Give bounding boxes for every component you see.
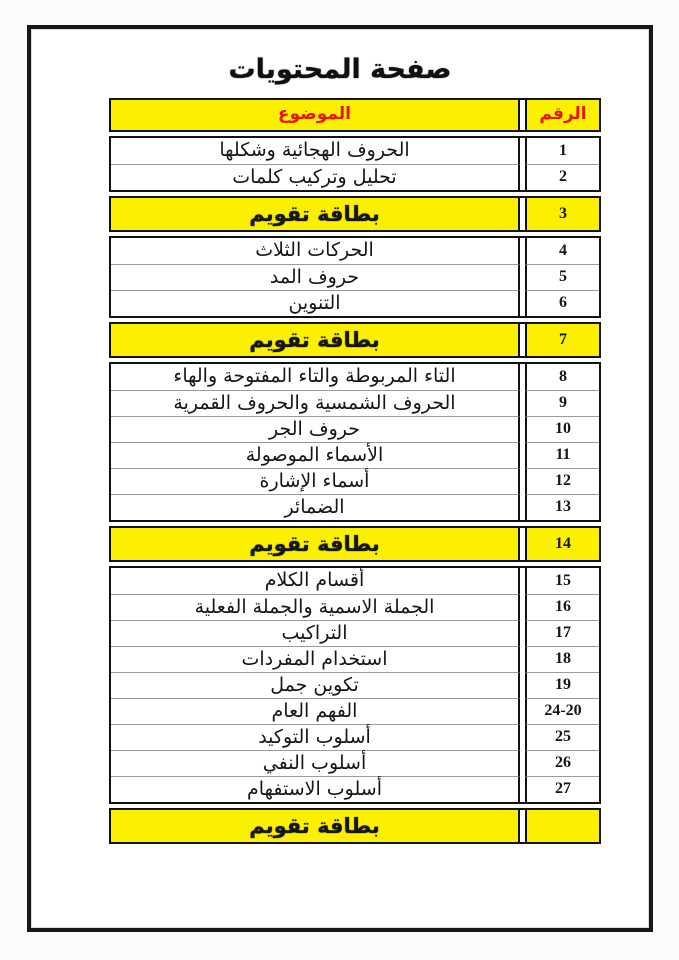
topic-cell: التنوين xyxy=(111,290,520,316)
number-cell: 27 xyxy=(525,776,599,802)
table-row xyxy=(111,494,599,520)
topic-cell: بطاقة تقويم xyxy=(111,810,520,842)
assessment-card-section xyxy=(109,322,601,358)
topic-cell: الحروف الهجائية وشكلها xyxy=(111,138,520,164)
topics-section xyxy=(109,136,601,192)
topics-section xyxy=(109,362,601,522)
topic-cell: بطاقة تقويم xyxy=(111,198,520,230)
topic-cell: الفهم العام xyxy=(111,698,520,724)
topic-cell: الضمائر xyxy=(111,494,520,520)
topic-cell: حروف الجر xyxy=(111,416,520,442)
table-row xyxy=(111,568,599,594)
table-row xyxy=(111,390,599,416)
number-cell: 2 xyxy=(525,164,599,190)
table-row xyxy=(111,442,599,468)
topic-cell: تحليل وتركيب كلمات xyxy=(111,164,520,190)
number-cell: 6 xyxy=(525,290,599,316)
table-row xyxy=(111,620,599,646)
number-cell: 25 xyxy=(525,724,599,750)
table-row xyxy=(111,698,599,724)
topic-cell: أسلوب النفي xyxy=(111,750,520,776)
topic-cell: أسلوب الاستفهام xyxy=(111,776,520,802)
number-cell: 19 xyxy=(525,672,599,698)
table-row xyxy=(111,810,599,842)
number-cell: 8 xyxy=(525,364,599,390)
number-cell: 15 xyxy=(525,568,599,594)
topics-section xyxy=(109,566,601,804)
table-row xyxy=(111,672,599,698)
table-row xyxy=(111,238,599,264)
topic-cell: الحركات الثلاث xyxy=(111,238,520,264)
number-cell: 14 xyxy=(525,528,599,560)
number-cell: 13 xyxy=(525,494,599,520)
header-row xyxy=(111,100,599,130)
table-row xyxy=(111,416,599,442)
topic-cell: التاء المربوطة والتاء المفتوحة والهاء xyxy=(111,364,520,390)
topic-cell: بطاقة تقويم xyxy=(111,324,520,356)
number-cell: 11 xyxy=(525,442,599,468)
number-cell: 4 xyxy=(525,238,599,264)
table-header-section xyxy=(109,98,601,132)
topic-column-header: الموضوع xyxy=(111,100,520,130)
table-row xyxy=(111,324,599,356)
topic-cell: استخدام المفردات xyxy=(111,646,520,672)
number-cell: 26 xyxy=(525,750,599,776)
number-cell: 16 xyxy=(525,594,599,620)
topic-cell: الأسماء الموصولة xyxy=(111,442,520,468)
table-row xyxy=(111,724,599,750)
topic-cell: الحروف الشمسية والحروف القمرية xyxy=(111,390,520,416)
table-row xyxy=(111,750,599,776)
number-cell: 12 xyxy=(525,468,599,494)
topic-cell: حروف المد xyxy=(111,264,520,290)
assessment-card-section xyxy=(109,808,601,844)
number-cell: 18 xyxy=(525,646,599,672)
topic-cell: أقسام الكلام xyxy=(111,568,520,594)
assessment-card-section xyxy=(109,526,601,562)
table-row xyxy=(111,164,599,190)
number-cell: 3 xyxy=(525,198,599,230)
number-cell: 5 xyxy=(525,264,599,290)
number-cell: 7 xyxy=(525,324,599,356)
topics-section xyxy=(109,236,601,318)
table-row xyxy=(111,138,599,164)
table-row xyxy=(111,468,599,494)
table-body-sections xyxy=(109,136,601,844)
contents-table xyxy=(109,98,601,844)
table-row xyxy=(111,364,599,390)
table-row xyxy=(111,290,599,316)
topic-cell: تكوين جمل xyxy=(111,672,520,698)
topic-cell: التراكيب xyxy=(111,620,520,646)
topic-cell: الجملة الاسمية والجملة الفعلية xyxy=(111,594,520,620)
table-row xyxy=(111,528,599,560)
table-row xyxy=(111,198,599,230)
page-border-frame xyxy=(27,25,653,932)
number-cell: 10 xyxy=(525,416,599,442)
topic-cell: أسماء الإشارة xyxy=(111,468,520,494)
number-cell xyxy=(525,810,599,842)
number-column-header: الرقم xyxy=(525,100,599,130)
page-title: صفحة المحتويات xyxy=(228,54,452,85)
topic-cell: أسلوب التوكيد xyxy=(111,724,520,750)
table-row xyxy=(111,264,599,290)
table-row xyxy=(111,776,599,802)
table-row xyxy=(111,594,599,620)
number-cell: 24-20 xyxy=(525,698,599,724)
topic-cell: بطاقة تقويم xyxy=(111,528,520,560)
assessment-card-section xyxy=(109,196,601,232)
table-row xyxy=(111,646,599,672)
number-cell: 9 xyxy=(525,390,599,416)
number-cell: 1 xyxy=(525,138,599,164)
number-cell: 17 xyxy=(525,620,599,646)
